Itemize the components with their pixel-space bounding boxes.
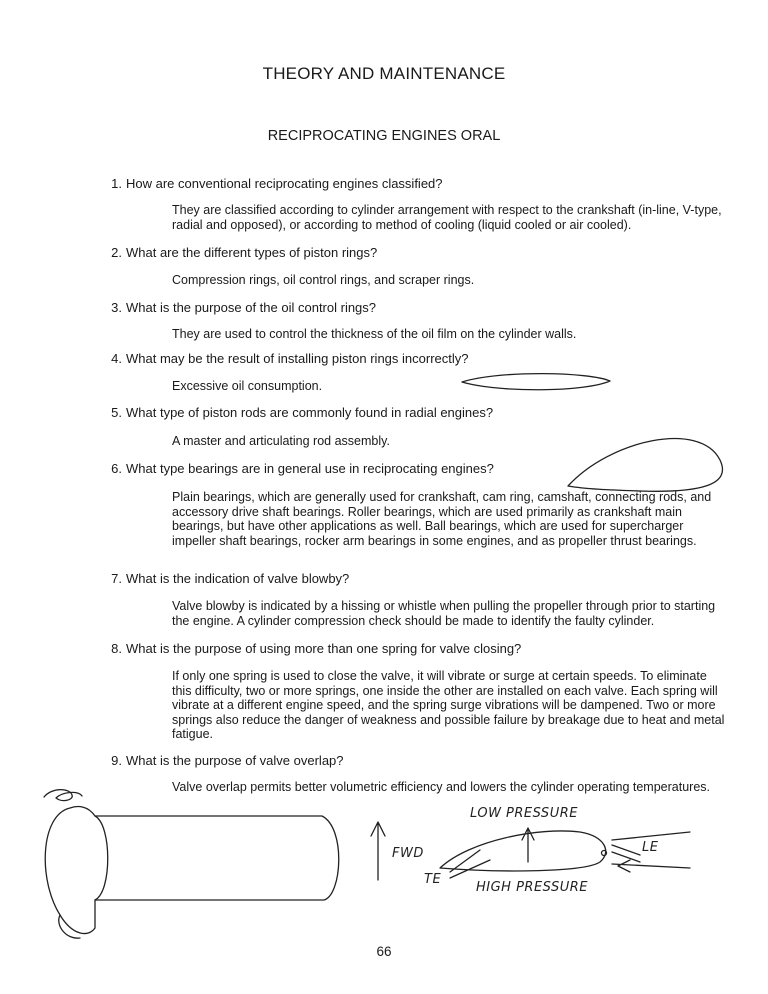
answer-3: They are used to control the thickness of the oil film on the cylinder walls.: [172, 327, 577, 341]
question-7: [111, 571, 726, 587]
page-number: 66: [376, 944, 392, 959]
pressure-airfoil-sketch: [440, 831, 606, 871]
answer-1: They are classified according to cylinder arrangement with respect to the crankshaft (in-line, V-type, radial and opposed), or according to method of cooling (liquid cooled or air cooled).: [172, 203, 722, 232]
question-text: What may be the result of installing piston rings incorrectly?: [126, 351, 469, 366]
question-8: [111, 641, 726, 657]
question-number: 5.: [111, 405, 122, 420]
fuselage-sketch: [45, 807, 339, 934]
question-number: 9.: [111, 753, 122, 768]
question-number: 4.: [111, 351, 122, 366]
question-text: What are the different types of piston rings?: [126, 245, 378, 260]
high-pressure-label: HIGH PRESSURE: [476, 880, 588, 895]
question-3: [111, 300, 726, 316]
question-text: How are conventional reciprocating engines classified?: [126, 176, 443, 191]
fwd-arrow-sketch: [371, 822, 385, 880]
answer-6: Plain bearings, which are generally used for crankshaft, cam ring, camshaft, connecting rods, and accessory drive shaft bearings. Roller bearings, which are used primarily as crankshaft main bearings, but have other applications as well. Ball bearings, which are used for supercharger impeller shaft bearings, rocker arm bearings in some engines, and as propeller thrust bearings.: [172, 490, 712, 548]
answer-7: Valve blowby is indicated by a hissing or whistle when pulling the propeller through prior to starting the engine. A cylinder compression check should be made to identify the faulty cylinder.: [172, 599, 716, 628]
te-label: TE: [424, 872, 442, 887]
answer-9: Valve overlap permits better volumetric efficiency and lowers the cylinder operating temperatures.: [172, 780, 710, 794]
question-text: What is the indication of valve blowby?: [126, 571, 350, 586]
le-label: LE: [642, 840, 659, 855]
page-subtitle: RECIPROCATING ENGINES ORAL: [267, 128, 501, 144]
question-6: [111, 461, 726, 477]
low-pressure-label: LOW PRESSURE: [470, 806, 578, 821]
answer-8: If only one spring is used to close the valve, it will vibrate or surge at certain speeds. To eliminate this difficulty, two or more springs, one inside the other are installed on each valve. Each spring will vibrate at a different engine speed, and the spring surge vibrations will be dampened. Two or more springs also reduce the danger of weakness and possible failure by breakage due to heat and metal fatigue.: [172, 669, 725, 742]
page-title: THEORY AND MAINTENANCE: [262, 64, 506, 83]
question-9: [111, 753, 726, 769]
fwd-label: FWD: [392, 846, 424, 861]
answer-2: Compression rings, oil control rings, and scraper rings.: [172, 273, 475, 287]
answer-4: Excessive oil consumption.: [172, 379, 323, 393]
question-number: 8.: [111, 641, 122, 656]
question-1: [111, 176, 726, 192]
question-number: 1.: [111, 176, 122, 191]
question-4: [111, 351, 726, 367]
question-text: What type of piston rods are commonly found in radial engines?: [126, 405, 494, 420]
question-2: [111, 245, 726, 261]
question-text: What is the purpose of valve overlap?: [126, 753, 344, 768]
answer-5: A master and articulating rod assembly.: [172, 434, 390, 448]
question-text: What is the purpose of using more than one spring for valve closing?: [126, 641, 522, 656]
question-text: What type bearings are in general use in reciprocating engines?: [126, 461, 494, 476]
scribble-sketch: [44, 790, 82, 801]
question-5: [111, 405, 726, 421]
question-text: What is the purpose of the oil control rings?: [126, 300, 377, 315]
question-number: 7.: [111, 571, 122, 586]
question-number: 6.: [111, 461, 122, 476]
question-number: 2.: [111, 245, 122, 260]
question-number: 3.: [111, 300, 122, 315]
